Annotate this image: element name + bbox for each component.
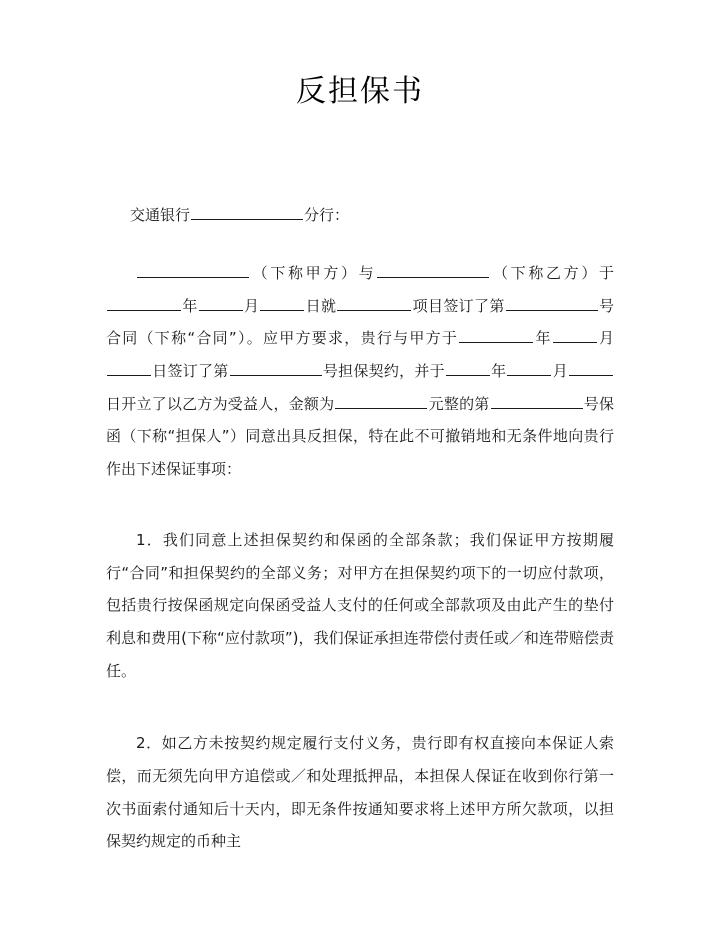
salutation-prefix: 交通银行 — [130, 205, 191, 224]
paragraph-text: 日签订了第 — [152, 362, 229, 381]
blank-party-b[interactable] — [377, 263, 489, 278]
paragraph-text: 项目签订了第 — [412, 296, 505, 315]
clause-1-number: 1． — [136, 530, 163, 549]
blank-year-1[interactable] — [107, 295, 181, 310]
blank-contract-no[interactable] — [506, 295, 598, 310]
blank-month-2[interactable] — [553, 328, 597, 343]
main-paragraph — [106, 257, 614, 486]
clause-1-text: 我们同意上述担保契约和保函的全部条款；我们保证甲方按期履行“合同”和担保契约的全部义务；对甲方在担保契约项下的一切应付款项，包括贵行按保函规定向保函受益人支付的任何或全部款项及由此产生的垫付利息和费用(下称“应付款项”)，我们保证承担连带偿付责任或／和连带赔偿责任。 — [106, 530, 614, 680]
paragraph-text: 号担保契约，并于 — [322, 362, 445, 381]
blank-day-2[interactable] — [107, 361, 151, 376]
blank-guarantee-letter-no[interactable] — [491, 394, 583, 409]
paragraph-text: 年 — [534, 329, 552, 348]
blank-day-3[interactable] — [569, 361, 613, 376]
blank-month-1[interactable] — [199, 295, 243, 310]
paragraph-text: 号合同（下称“合同”）。应甲方要求，贵行与甲方于 — [106, 296, 614, 348]
paragraph-text: 日就 — [305, 296, 337, 315]
paragraph-text: 号保函（下称“担保人”）同意出具反担保，特在此不可撤销地和无条件地向贵行作出下述保证事项： — [106, 394, 614, 479]
document-body — [106, 201, 614, 859]
blank-branch-name[interactable] — [191, 204, 303, 219]
paragraph-text: 年 — [182, 296, 198, 315]
paragraph-text: 月 — [243, 296, 260, 315]
paragraph-text: 元整的第 — [428, 394, 490, 413]
clause-2-number: 2． — [136, 734, 162, 753]
blank-month-3[interactable] — [507, 361, 551, 376]
blank-amount[interactable] — [335, 394, 427, 409]
blank-year-3[interactable] — [446, 361, 490, 376]
paragraph-text: 月 — [552, 362, 568, 381]
blank-guarantee-contract-no[interactable] — [230, 361, 322, 376]
salutation-line — [106, 201, 614, 230]
clause-2-text: 如乙方未按契约规定履行支付义务，贵行即有权直接向本保证人索偿，而无须先向甲方追偿或／和处理抵押品，本担保人保证在收到你行第一次书面索付通知后十天内，即无条件按通知要求将上述甲方所欠款项，以担保契约规定的币种主 — [106, 734, 614, 851]
blank-day-1[interactable] — [260, 295, 304, 310]
blank-party-a[interactable] — [137, 263, 249, 278]
paragraph-text: 年 — [490, 362, 507, 381]
paragraph-text: （下称甲方）与 — [250, 264, 377, 282]
clause-1 — [106, 524, 614, 687]
blank-project[interactable] — [337, 295, 411, 310]
paragraph-text: （下称乙方）于 — [490, 264, 614, 282]
page-title: 反担保书 — [296, 74, 424, 109]
clause-2 — [106, 727, 614, 858]
salutation-suffix: 分行： — [304, 205, 350, 224]
paragraph-text: 月 — [597, 329, 614, 348]
blank-year-2[interactable] — [459, 328, 533, 343]
paragraph-text: 日开立了以乙方为受益人，金额为 — [106, 394, 335, 413]
